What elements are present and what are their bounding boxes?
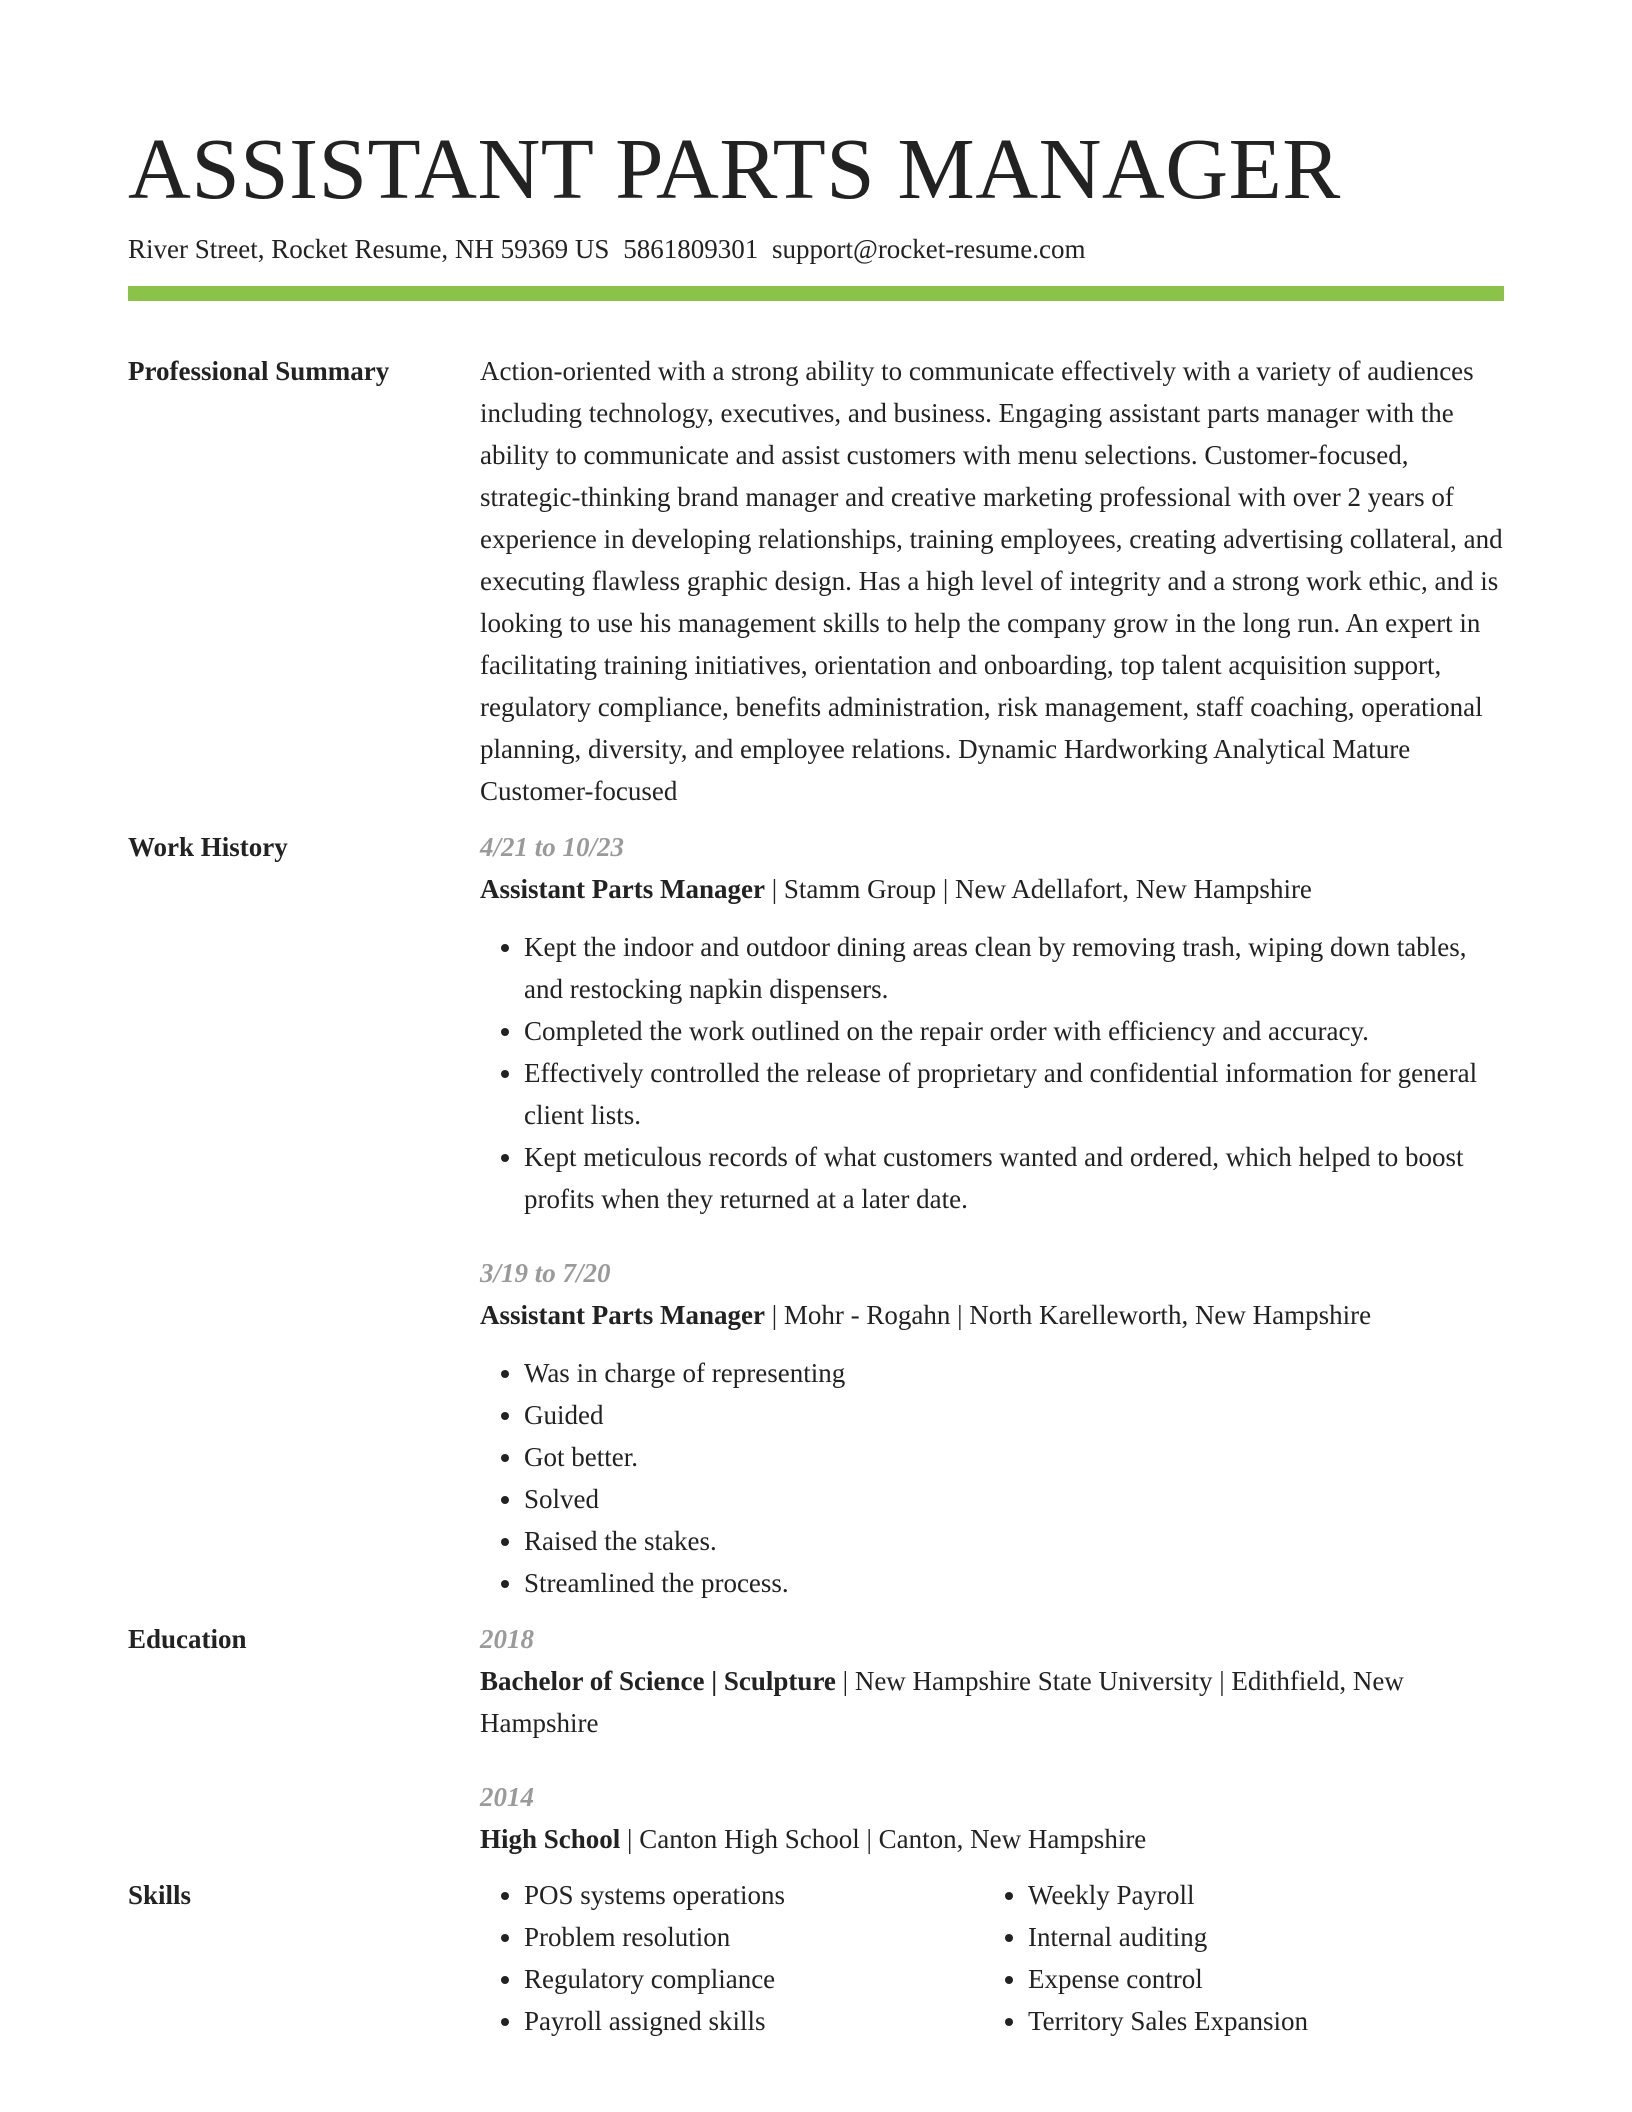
education-line	[480, 1660, 1504, 1744]
section-body	[480, 826, 1504, 1604]
education-entry	[480, 1618, 1504, 1744]
job-dates: 3/19 to 7/20	[480, 1258, 611, 1288]
section-body	[480, 350, 1504, 812]
job-dates: 4/21 to 10/23	[480, 832, 625, 862]
skill-item: • POS systems operations	[524, 1874, 984, 1916]
header-divider	[128, 286, 1504, 301]
job-bullet: • Effectively controlled the release of proprietary and confidential information for general client lists.	[524, 1052, 1504, 1136]
job-bullet: • Kept meticulous records of what customers wanted and ordered, which helped to boost profits when they returned at a later date.	[524, 1136, 1504, 1220]
job-title: Assistant Parts Manager	[480, 1300, 765, 1330]
education-degree: Bachelor of Science | Sculpture	[480, 1666, 836, 1696]
education-line	[480, 1818, 1504, 1860]
skills-columns	[480, 1874, 1504, 2042]
job-details: | Mohr - Rogahn | North Karelleworth, New Hampshire	[764, 1300, 1372, 1330]
work-history-section	[128, 826, 1504, 1604]
job-bullets	[480, 926, 1504, 1220]
summary-section	[128, 350, 1504, 812]
education-degree: High School	[480, 1824, 621, 1854]
job-bullet: • Guided	[524, 1394, 1504, 1436]
job-bullet: • Got better.	[524, 1436, 1504, 1478]
job-bullet: • Solved	[524, 1478, 1504, 1520]
job-entry	[480, 826, 1504, 1220]
section-heading: Education	[128, 1624, 247, 1654]
education-details: | Canton High School | Canton, New Hampshire	[620, 1824, 1147, 1854]
section-heading: Professional Summary	[128, 356, 390, 386]
skill-item: • Regulatory compliance	[524, 1958, 984, 2000]
skills-list-left	[480, 1874, 984, 2042]
contact-line	[128, 230, 1085, 268]
section-body	[480, 1874, 1504, 2042]
skills-section	[128, 1874, 1504, 2042]
job-bullet: • Was in charge of representing	[524, 1352, 1504, 1394]
job-title: Assistant Parts Manager	[480, 874, 765, 904]
skill-item: • Internal auditing	[1028, 1916, 1488, 1958]
job-role-line	[480, 868, 1504, 910]
section-heading: Work History	[128, 832, 288, 862]
education-year: 2014	[480, 1782, 534, 1812]
education-year: 2018	[480, 1624, 534, 1654]
section-heading: Skills	[128, 1880, 192, 1910]
job-bullets	[480, 1352, 1504, 1604]
contact-address: River Street, Rocket Resume, NH 59369 US	[128, 234, 610, 264]
skills-list-right	[984, 1874, 1488, 2042]
job-entry	[480, 1252, 1504, 1604]
education-details: | New Hampshire State University | Edithfield, New Hampshire	[480, 1666, 1404, 1738]
contact-phone: 5861809301	[623, 234, 759, 264]
job-role-line	[480, 1294, 1504, 1336]
job-details: | Stamm Group | New Adellafort, New Hampshire	[764, 874, 1312, 904]
resume-title: ASSISTANT PARTS MANAGER	[128, 120, 1341, 217]
skill-item: • Problem resolution	[524, 1916, 984, 1958]
job-bullet: • Kept the indoor and outdoor dining areas clean by removing trash, wiping down tables, and restocking napkin dispensers.	[524, 926, 1504, 1010]
summary-text: Action-oriented with a strong ability to communicate effectively with a variety of audiences including technology, executives, and business. Engaging assistant parts manager with the ability to communicate and assist customers with menu selections. Customer-focused, strategic-thinking brand manager and creative marketing professional with over 2 years of experience in developing relationships, training employees, creating advertising collateral, and executing flawless graphic design. Has a high level of integrity and a strong work ethic, and is looking to use his management skills to help the company grow in the long run. An expert in facilitating training initiatives, orientation and onboarding, top talent acquisition support, regulatory compliance, benefits administration, risk management, staff coaching, operational planning, diversity, and employee relations. Dynamic Hardworking Analytical Mature Customer-focused	[480, 356, 1503, 806]
job-bullet: • Raised the stakes.	[524, 1520, 1504, 1562]
job-bullet: • Streamlined the process.	[524, 1562, 1504, 1604]
contact-email[interactable]: support@rocket-resume.com	[771, 234, 1086, 264]
skill-item: • Territory Sales Expansion	[1028, 2000, 1488, 2042]
education-section	[128, 1618, 1504, 1860]
education-entry	[480, 1776, 1504, 1860]
section-body	[480, 1618, 1504, 1860]
skill-item: • Payroll assigned skills	[524, 2000, 984, 2042]
skill-item: • Expense control	[1028, 1958, 1488, 2000]
resume-content	[128, 350, 1504, 2056]
skill-item: • Weekly Payroll	[1028, 1874, 1488, 1916]
job-bullet: • Completed the work outlined on the repair order with efficiency and accuracy.	[524, 1010, 1504, 1052]
